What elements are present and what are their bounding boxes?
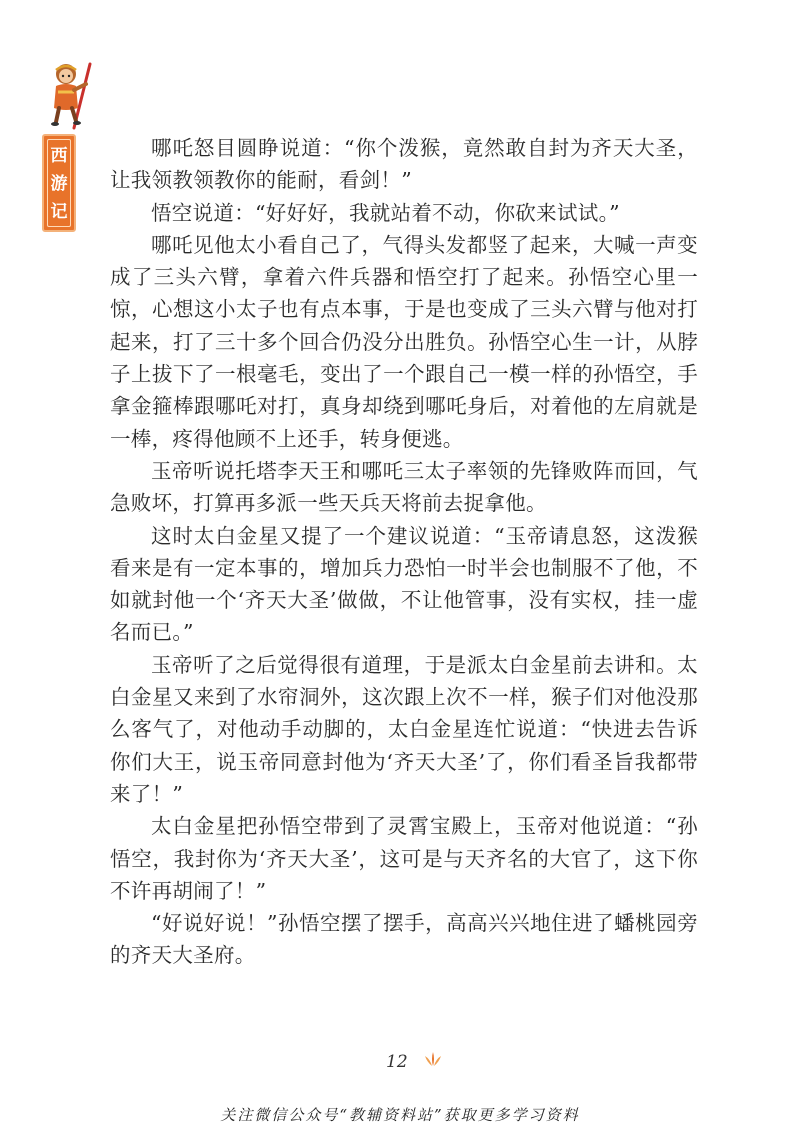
book-title-tab: [42, 134, 76, 232]
page-number: 12: [386, 1052, 408, 1072]
monkey-king-icon: [44, 58, 102, 130]
book-title-char: 记: [50, 202, 68, 222]
paragraph: 悟空说道：“好好好，我就站着不动，你砍来试试。”: [151, 200, 620, 225]
paragraph: 玉帝听说托塔李天王和哪吒三太子率领的先锋败阵而回，气急败坏，打算再多派一些天兵天将前去捉拿他。: [110, 458, 698, 516]
book-title-char: 西: [50, 146, 68, 166]
paragraph: 哪吒见他太小看自己了，气得头发都竖了起来，大喊一声变成了三头六臂，拿着六件兵器和悟空打了起来。孙悟空心里一惊，心想这小太子也有点本事，于是也变成了三头六臂与他对打起来，打了三十多个回合仍没分出胜负。孙悟空心生一计，从脖子上拔下了一根毫毛，变出了一个跟自己一模一样的孙悟空，手拿金箍棒跟哪吒对打，真身却绕到哪吒身后，对着他的左肩就是一棒，疼得他顾不上还手，转身便逃。: [110, 232, 698, 451]
paragraph: 玉帝听了之后觉得很有道理，于是派太白金星前去讲和。太白金星又来到了水帘洞外，这次跟上次不一样，猴子们对他没那么客气了，对他动手动脚的，太白金星连忙说道：“快进去告诉你们大王，说玉帝同意封他为‘齐天大圣’了，你们看圣旨我都带来了！”: [110, 652, 698, 806]
book-title-char: 游: [50, 174, 68, 194]
paragraph: “好说好说！”孙悟空摆了摆手，高高兴兴地住进了蟠桃园旁的齐天大圣府。: [110, 911, 698, 968]
paragraph: 这时太白金星又提了一个建议说道：“玉帝请息怒，这泼猴看来是有一定本事的，增加兵力恐怕一时半会也制服不了他，不如就封他一个‘齐天大圣’做做，不让他管事，没有实权，挂一虚名而已。”: [110, 523, 698, 645]
footer-promo-note: 关注微信公众号“教辅资料站”获取更多学习资料: [220, 1106, 580, 1124]
paragraph: 哪吒怒目圆睁说道：“你个泼猴，竟然敢自封为齐天大圣，让我领教领教你的能耐，看剑！”: [110, 136, 698, 193]
chapter-body: [110, 132, 698, 972]
paragraph: 太白金星把孙悟空带到了灵霄宝殿上，玉帝对他说道：“孙悟空，我封你为‘齐天大圣’，这可是与天齐名的大官了，这下你不许再胡闹了！”: [110, 814, 698, 903]
leaf-ornament-icon: [424, 1051, 442, 1067]
